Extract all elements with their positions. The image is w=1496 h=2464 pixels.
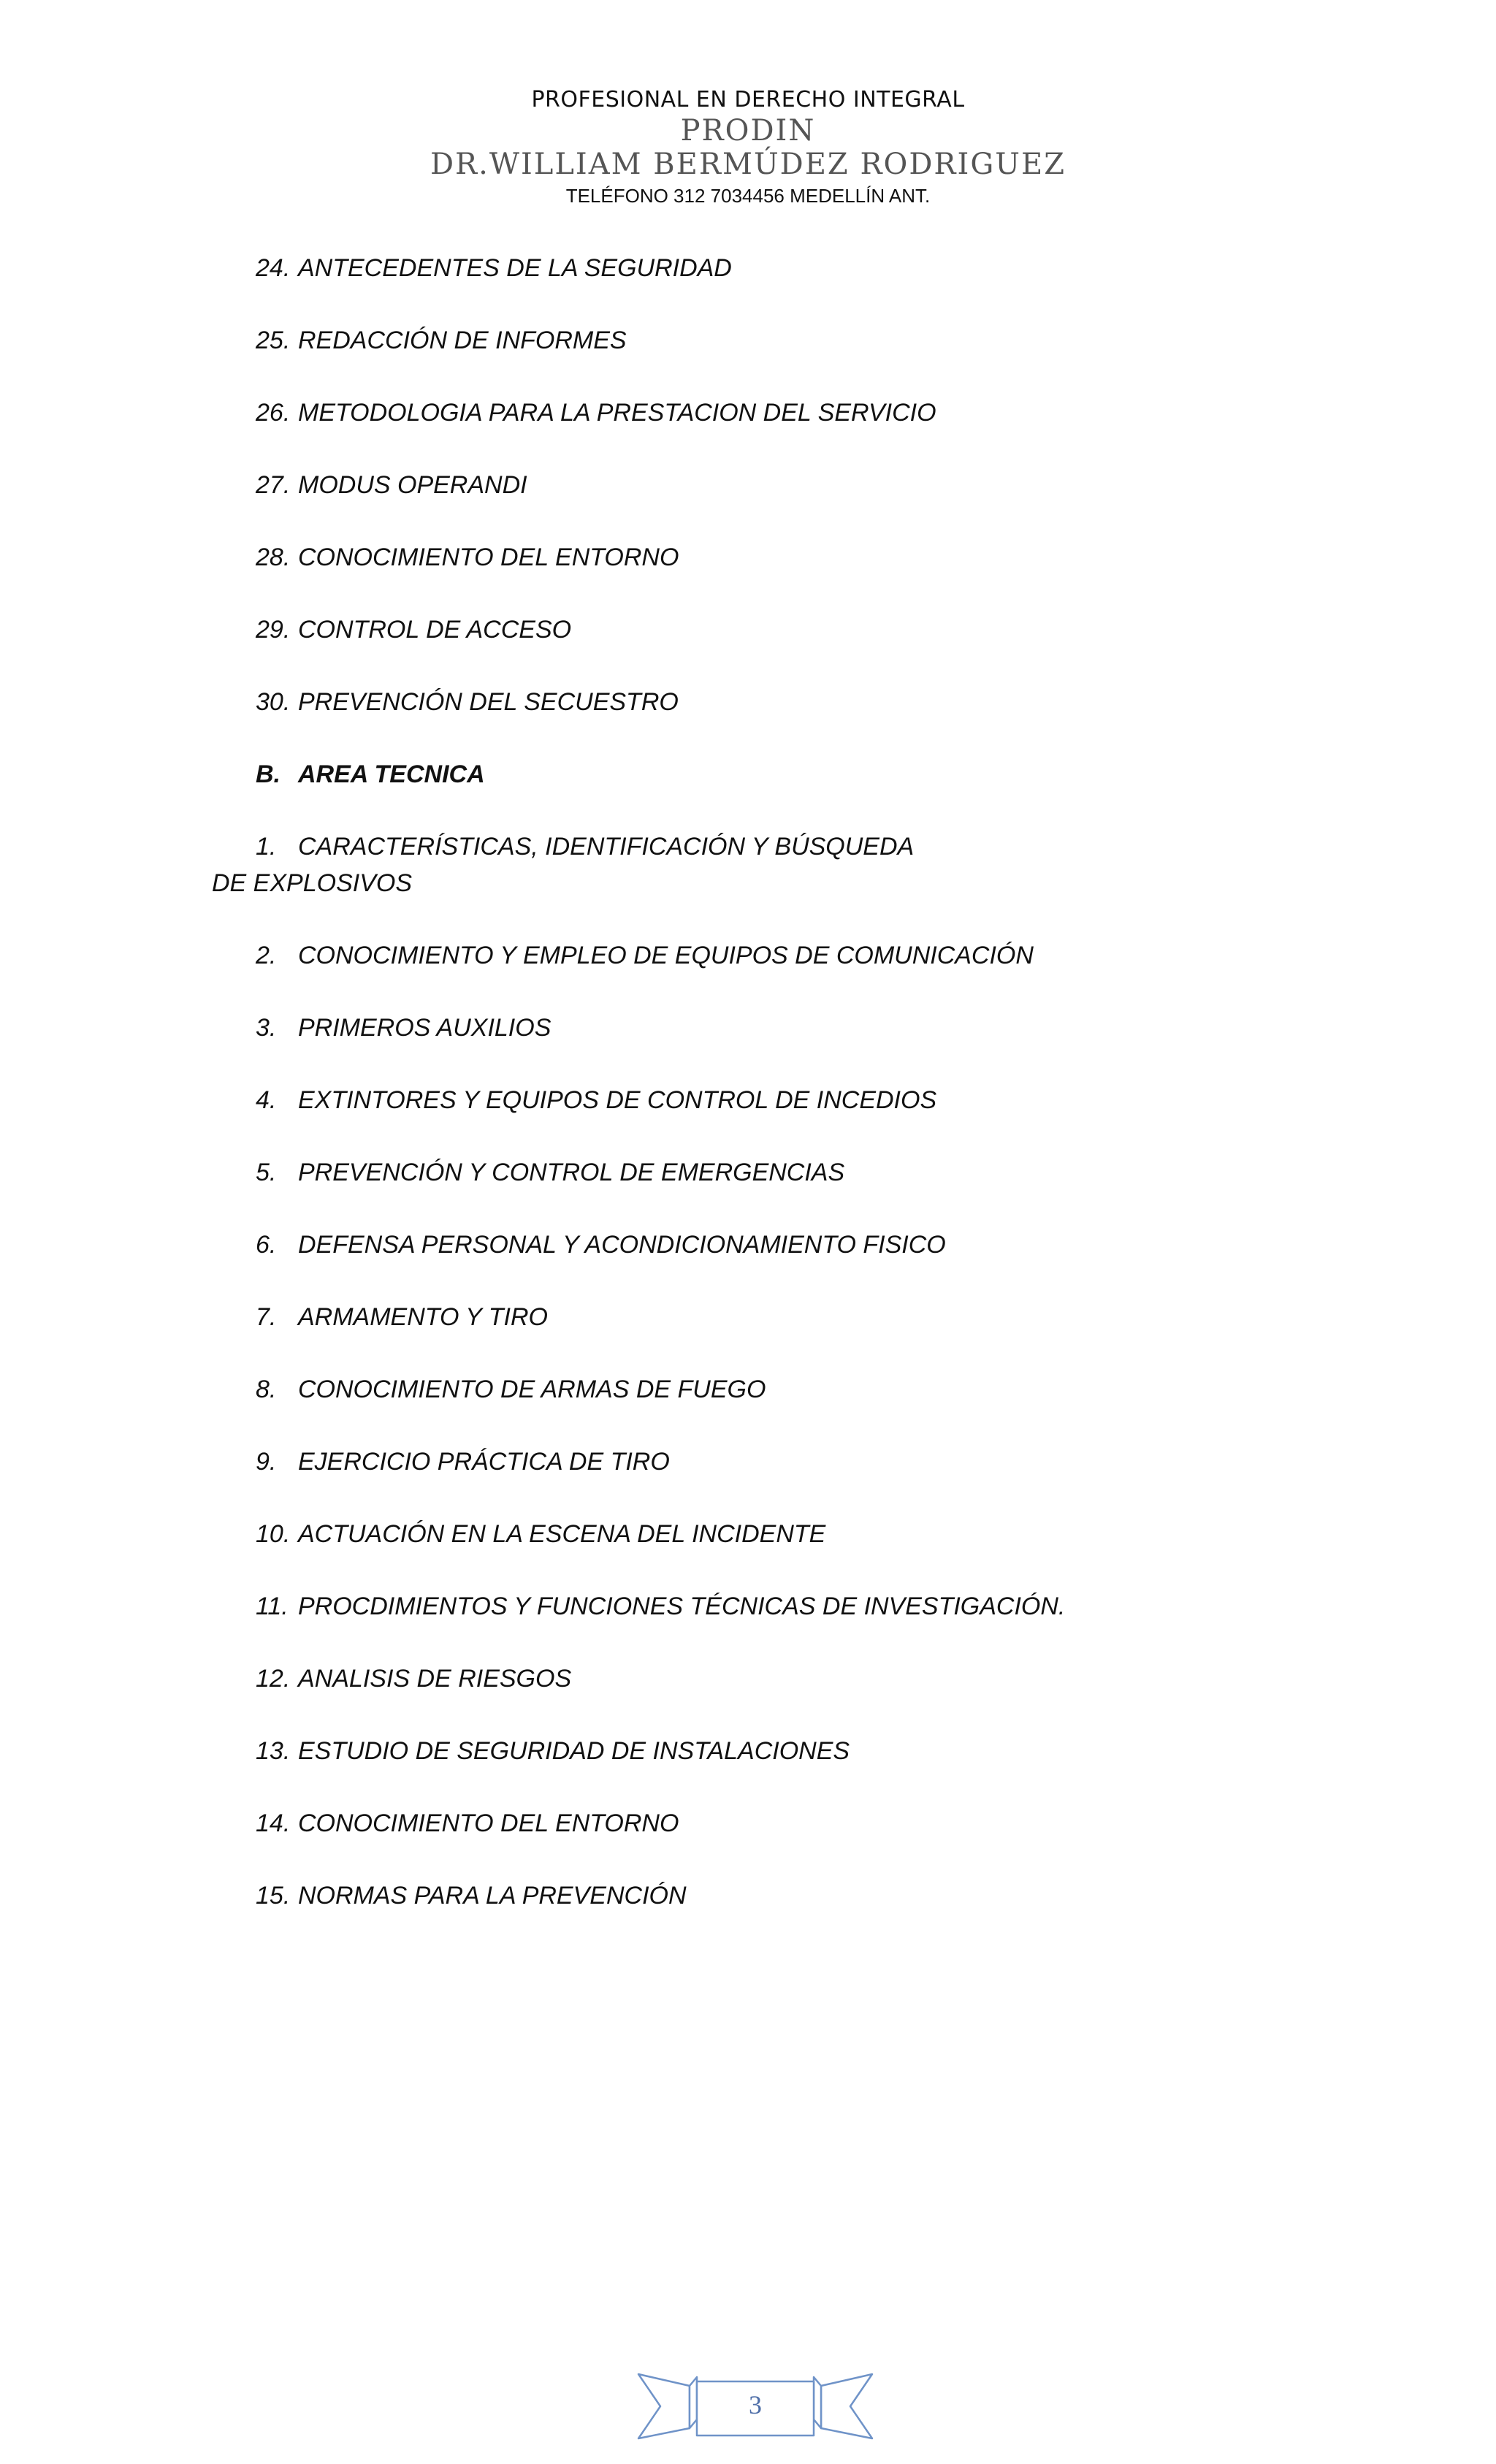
list-item-number: 25. <box>256 327 291 354</box>
header-profession: PROFESIONAL EN DERECHO INTEGRAL <box>531 87 965 112</box>
list-item-text: NORMAS PARA LA PREVENCIÓN <box>298 1882 687 1910</box>
list-item <box>0 1082 1496 1154</box>
list-item <box>0 1371 1496 1443</box>
list-item-number: 4. <box>256 1086 277 1114</box>
list-item-number: 9. <box>256 1448 277 1476</box>
list-item-number: 2. <box>256 942 277 969</box>
list-item-text: PREVENCIÓN DEL SECUESTRO <box>298 688 679 716</box>
page-number: 3 <box>749 2390 762 2419</box>
list-item-text: CONOCIMIENTO DEL ENTORNO <box>298 543 679 571</box>
list-item <box>0 1154 1496 1227</box>
list-item-number: 6. <box>256 1231 277 1259</box>
list-item-text: CONOCIMIENTO DE ARMAS DE FUEGO <box>298 1376 766 1403</box>
list-item-text: DEFENSA PERSONAL Y ACONDICIONAMIENTO FISICO <box>298 1231 946 1259</box>
list-item-text: EXTINTORES Y EQUIPOS DE CONTROL DE INCEDIOS <box>298 1086 937 1114</box>
document-body <box>0 250 1496 1950</box>
list-item-number: 5. <box>256 1159 277 1186</box>
list-item-number: 11. <box>256 1593 289 1620</box>
list-item <box>0 1877 1496 1950</box>
list-item <box>0 1010 1496 1082</box>
page-number-footer <box>631 2367 879 2447</box>
list-item <box>0 394 1496 467</box>
list-item-text: ACTUACIÓN EN LA ESCENA DEL INCIDENTE <box>298 1520 826 1548</box>
list-item-number: 28. <box>256 543 291 571</box>
header-company: PRODIN <box>680 114 816 148</box>
list-item-text: CONOCIMIENTO DEL ENTORNO <box>298 1809 679 1837</box>
header-contact: TELÉFONO 312 7034456 MEDELLÍN ANT. <box>565 185 931 207</box>
list-item-text: MODUS OPERANDI <box>298 471 527 499</box>
list-item-text: ANALISIS DE RIESGOS <box>298 1665 572 1693</box>
section-letter: B. <box>256 760 280 788</box>
list-item-number: 10. <box>256 1520 291 1548</box>
list-item <box>0 1299 1496 1371</box>
list-item <box>0 1733 1496 1805</box>
list-item-text: PRIMEROS AUXILIOS <box>298 1014 552 1042</box>
list-item <box>0 937 1496 1010</box>
list-item-text: ANTECEDENTES DE LA SEGURIDAD <box>298 254 732 282</box>
list-item <box>0 1516 1496 1588</box>
list-item <box>0 611 1496 684</box>
section-heading <box>0 756 1496 828</box>
list-item-number: 3. <box>256 1014 277 1042</box>
list-item <box>0 1227 1496 1299</box>
list-item-number: 24. <box>256 254 291 282</box>
list-item <box>0 467 1496 539</box>
header-person: DR.WILLIAM BERMÚDEZ RODRIGUEZ <box>430 148 1066 181</box>
list-item <box>0 684 1496 756</box>
list-item-number: 15. <box>256 1882 291 1910</box>
list-item-number: 13. <box>256 1737 291 1765</box>
list-item-text: PROCDIMIENTOS Y FUNCIONES TÉCNICAS DE INVESTIGACIÓN. <box>298 1593 1066 1620</box>
list-item-text: CARACTERÍSTICAS, IDENTIFICACIÓN Y BÚSQUEDA <box>298 833 915 861</box>
list-item <box>0 828 1496 937</box>
list-item-continuation: DE EXPLOSIVOS <box>212 869 412 897</box>
list-item-text: REDACCIÓN DE INFORMES <box>298 327 627 354</box>
list-item-text: ESTUDIO DE SEGURIDAD DE INSTALACIONES <box>298 1737 850 1765</box>
list-item-number: 8. <box>256 1376 277 1403</box>
list-item-number: 14. <box>256 1809 291 1837</box>
list-item-text: EJERCICIO PRÁCTICA DE TIRO <box>298 1448 670 1476</box>
list-item-number: 12. <box>256 1665 291 1693</box>
list-item-text: ARMAMENTO Y TIRO <box>298 1303 548 1331</box>
section-title: AREA TECNICA <box>298 760 485 788</box>
list-item <box>0 1443 1496 1516</box>
list-item <box>0 1805 1496 1877</box>
page-header <box>0 86 1496 209</box>
list-item <box>0 250 1496 322</box>
list-item-number: 7. <box>256 1303 277 1331</box>
list-item-number: 1. <box>256 833 277 861</box>
list-item-number: 29. <box>256 616 291 644</box>
list-item <box>0 1588 1496 1660</box>
list-item-number: 30. <box>256 688 291 716</box>
list-item-text: CONOCIMIENTO Y EMPLEO DE EQUIPOS DE COMUNICACIÓN <box>298 942 1034 969</box>
list-item-number: 27. <box>256 471 291 499</box>
list-item <box>0 1660 1496 1733</box>
list-item <box>0 322 1496 394</box>
list-item-text: PREVENCIÓN Y CONTROL DE EMERGENCIAS <box>298 1159 845 1186</box>
list-item <box>0 539 1496 611</box>
list-item-text: METODOLOGIA PARA LA PRESTACION DEL SERVICIO <box>298 399 936 427</box>
list-item-number: 26. <box>256 399 291 427</box>
list-item-text: CONTROL DE ACCESO <box>298 616 572 644</box>
